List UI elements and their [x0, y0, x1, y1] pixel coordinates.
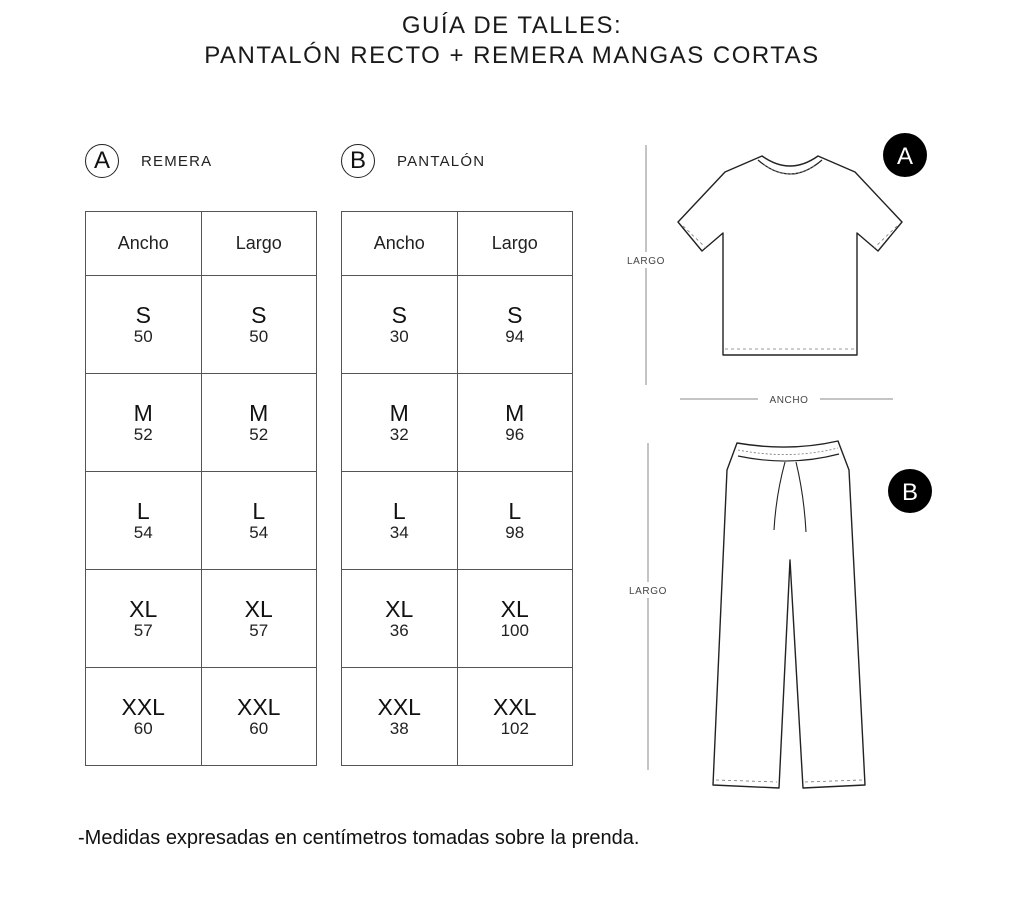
column-header-ancho: Ancho — [86, 212, 202, 276]
size-value: 50 — [133, 326, 153, 346]
size-label: XL — [244, 595, 273, 622]
table-row — [342, 668, 573, 766]
table-header-row — [86, 212, 317, 276]
size-label: XXL — [493, 693, 537, 720]
size-label: M — [133, 399, 153, 426]
table-row — [342, 276, 573, 374]
column-header-largo: Largo — [201, 212, 317, 276]
table-cell-ancho — [86, 668, 202, 766]
size-table-remera — [85, 211, 317, 766]
table-cell-ancho — [86, 570, 202, 668]
pants-drawing — [713, 441, 865, 788]
width-label: ANCHO — [769, 395, 809, 406]
table-cell-largo — [457, 374, 573, 472]
size-value: 52 — [133, 424, 153, 444]
table-cell-largo — [201, 472, 317, 570]
shirt-length-label: LARGO — [626, 256, 666, 267]
size-value: 54 — [249, 522, 269, 542]
tshirt-outline — [678, 156, 902, 355]
badge-a-letter: A — [896, 143, 914, 170]
table-row — [86, 276, 317, 374]
column-header-largo: Largo — [457, 212, 573, 276]
size-value: 32 — [389, 424, 409, 444]
pants-length-label: LARGO — [628, 586, 668, 597]
table-row — [86, 570, 317, 668]
table-cell-ancho — [86, 374, 202, 472]
size-label: XL — [385, 595, 414, 622]
size-value: 52 — [249, 424, 269, 444]
section-letter-a: A — [85, 144, 119, 178]
size-value: 36 — [389, 620, 409, 640]
table-cell-largo — [201, 570, 317, 668]
column-header-ancho: Ancho — [342, 212, 458, 276]
size-table-pantalon — [341, 211, 573, 766]
size-value: 57 — [133, 620, 153, 640]
size-label: L — [508, 497, 522, 524]
size-label: M — [249, 399, 269, 426]
table-cell-largo — [201, 668, 317, 766]
page-title-line-2: PANTALÓN RECTO + REMERA MANGAS CORTAS — [204, 42, 820, 69]
size-label: S — [135, 301, 151, 328]
size-label: S — [251, 301, 267, 328]
table-row — [342, 374, 573, 472]
size-label: M — [505, 399, 525, 426]
badge-b — [888, 469, 932, 513]
table-cell-ancho — [342, 668, 458, 766]
size-value: 96 — [505, 424, 525, 444]
size-value: 38 — [389, 718, 409, 738]
size-label: XL — [129, 595, 158, 622]
table-cell-largo — [457, 276, 573, 374]
size-value: 30 — [389, 326, 409, 346]
table-cell-largo — [201, 276, 317, 374]
size-value: 60 — [249, 718, 269, 738]
size-label: XXL — [121, 693, 165, 720]
tshirt-drawing — [678, 156, 902, 355]
size-value: 102 — [500, 718, 529, 738]
section-name-remera: REMERA — [141, 152, 213, 170]
table-row — [342, 472, 573, 570]
garment-illustration — [600, 120, 1024, 820]
table-cell-largo — [457, 570, 573, 668]
table-row — [86, 374, 317, 472]
size-value: 60 — [133, 718, 153, 738]
table-cell-ancho — [86, 276, 202, 374]
section-header-remera — [85, 144, 212, 178]
size-label: M — [389, 399, 409, 426]
table-cell-ancho — [342, 374, 458, 472]
table-cell-largo — [457, 472, 573, 570]
table-cell-ancho — [342, 570, 458, 668]
size-value: 34 — [389, 522, 409, 542]
size-label: XXL — [377, 693, 421, 720]
size-label: XXL — [237, 693, 281, 720]
table-cell-ancho — [342, 472, 458, 570]
size-label: L — [136, 497, 150, 524]
page-title-line-1: GUÍA DE TALLES: — [401, 12, 623, 39]
badge-b-letter: B — [901, 479, 919, 506]
size-value: 98 — [505, 522, 525, 542]
table-row — [86, 472, 317, 570]
pants-outline — [713, 441, 865, 788]
table-row — [86, 668, 317, 766]
table-cell-ancho — [86, 472, 202, 570]
badge-a — [883, 133, 927, 177]
size-label: XL — [500, 595, 529, 622]
size-label: L — [252, 497, 266, 524]
size-value: 50 — [249, 326, 269, 346]
measurement-note: -Medidas expresadas en centímetros tomadas sobre la prenda. — [78, 827, 640, 849]
size-value: 94 — [505, 326, 525, 346]
size-label: S — [391, 301, 407, 328]
table-cell-largo — [457, 668, 573, 766]
size-value: 57 — [249, 620, 269, 640]
section-letter-b: B — [341, 144, 375, 178]
table-header-row — [342, 212, 573, 276]
table-cell-ancho — [342, 276, 458, 374]
table-cell-largo — [201, 374, 317, 472]
table-row — [342, 570, 573, 668]
section-header-pantalon — [341, 144, 485, 178]
size-label: L — [392, 497, 406, 524]
size-value: 54 — [133, 522, 153, 542]
size-value: 100 — [500, 620, 529, 640]
section-name-pantalon: PANTALÓN — [397, 152, 486, 170]
size-label: S — [507, 301, 523, 328]
